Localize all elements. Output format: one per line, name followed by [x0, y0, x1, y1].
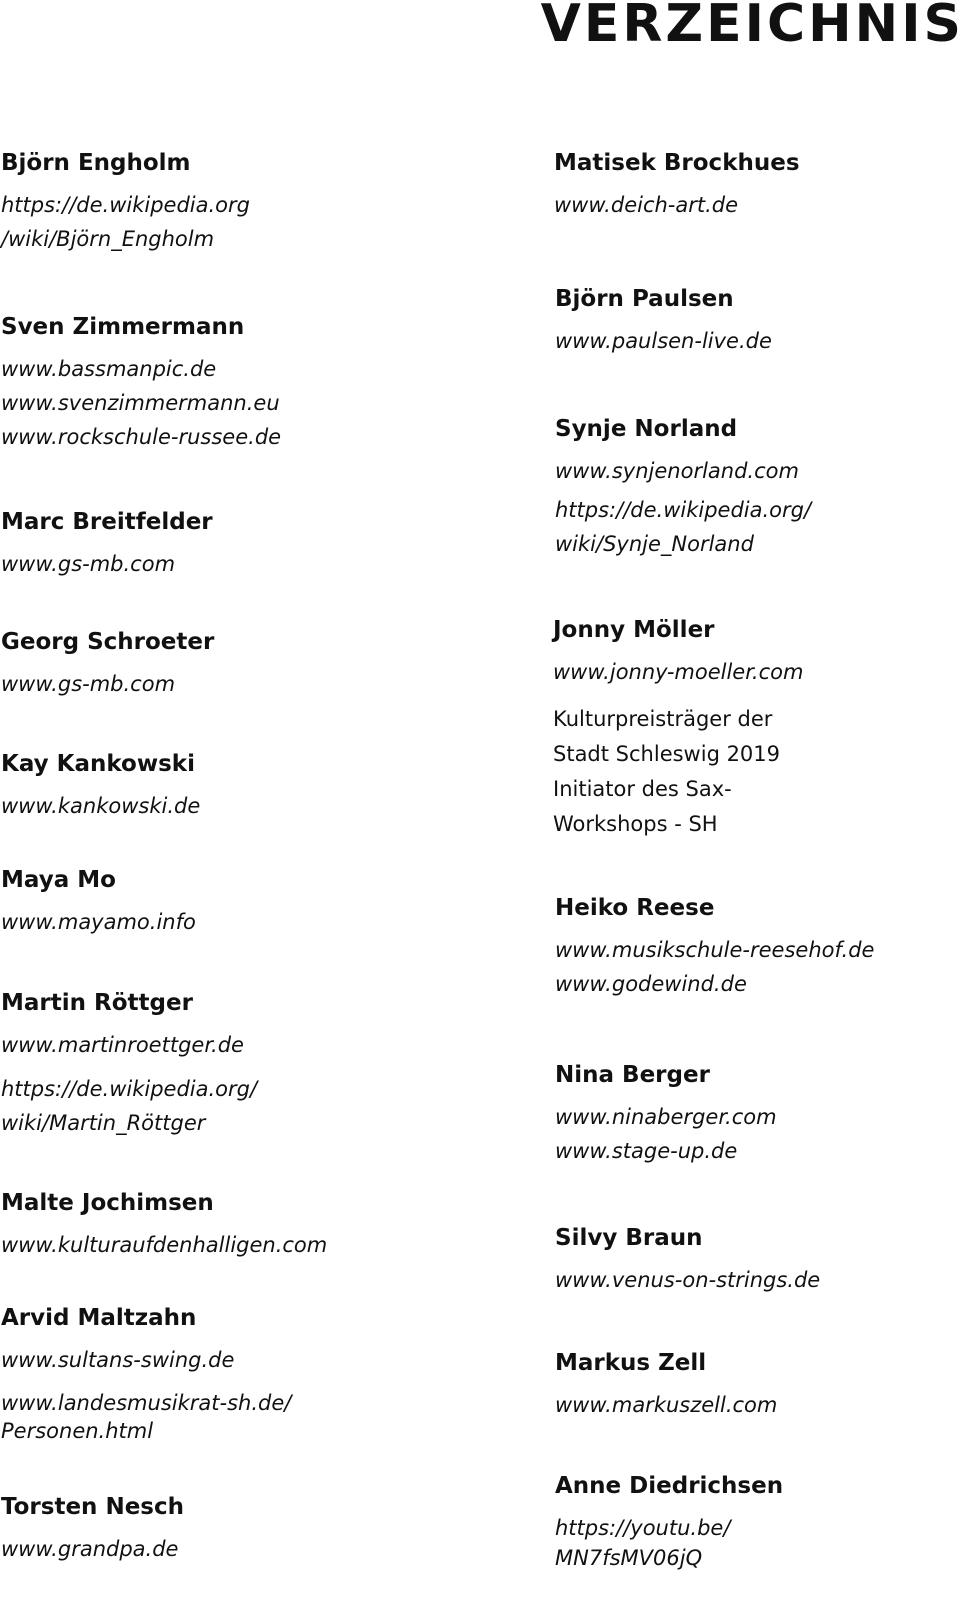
note-line: Kulturpreisträger der	[553, 707, 773, 731]
web-link[interactable]: https://youtu.be/	[555, 1516, 731, 1540]
person-name: Björn Paulsen	[555, 286, 734, 312]
web-link[interactable]: www.sultans-swing.de	[1, 1348, 235, 1372]
note-line: Stadt Schleswig 2019	[553, 742, 781, 766]
web-link[interactable]: www.markuszell.com	[555, 1393, 778, 1417]
entry-nina-berger	[555, 1064, 777, 1168]
web-link[interactable]: www.grandpa.de	[1, 1537, 179, 1561]
web-link[interactable]: www.synjenorland.com	[555, 459, 799, 483]
entry-malte-jochimsen	[1, 1192, 327, 1262]
person-name: Maya Mo	[1, 867, 116, 893]
web-link[interactable]: wiki/Martin_Röttger	[1, 1111, 206, 1135]
entry-bjoern-engholm	[1, 152, 250, 256]
entry-bjoern-paulsen	[555, 288, 772, 358]
entry-marc-breitfelder	[1, 511, 213, 581]
web-link[interactable]: www.mayamo.info	[1, 910, 196, 934]
web-link[interactable]: www.venus-on-strings.de	[555, 1268, 821, 1292]
entry-jonny-moeller	[553, 619, 803, 842]
entry-matisek-brockhues	[554, 152, 800, 222]
person-name: Georg Schroeter	[1, 629, 215, 655]
web-link[interactable]: www.ninaberger.com	[555, 1105, 777, 1129]
entry-martin-roettger	[1, 992, 257, 1140]
web-link[interactable]: Personen.html	[1, 1419, 154, 1443]
web-link[interactable]: www.bassmanpic.de	[1, 357, 217, 381]
web-link[interactable]: www.paulsen-live.de	[555, 329, 772, 353]
entry-heiko-reese	[555, 897, 874, 1001]
web-link[interactable]: www.musikschule-reesehof.de	[555, 938, 875, 962]
web-link[interactable]: www.svenzimmermann.eu	[1, 391, 280, 415]
person-name: Sven Zimmermann	[1, 314, 245, 340]
web-link[interactable]: www.stage-up.de	[555, 1139, 738, 1163]
web-link[interactable]: www.jonny-moeller.com	[553, 660, 804, 684]
web-link[interactable]: www.gs-mb.com	[1, 672, 176, 696]
entry-silvy-braun	[555, 1227, 820, 1297]
person-name: Matisek Brockhues	[554, 150, 800, 176]
person-name: Synje Norland	[555, 416, 738, 442]
entry-synje-norland	[555, 418, 811, 561]
entry-georg-schroeter	[1, 631, 214, 701]
web-link[interactable]: www.martinroettger.de	[1, 1033, 244, 1057]
web-link[interactable]: /wiki/Björn_Engholm	[1, 227, 215, 251]
web-link[interactable]: www.deich-art.de	[554, 193, 739, 217]
entry-torsten-nesch	[1, 1496, 184, 1566]
entry-sven-zimmermann	[1, 316, 281, 454]
note-line: Initiator des Sax-	[553, 777, 732, 801]
web-link[interactable]: www.gs-mb.com	[1, 552, 176, 576]
page-title: VERZEICHNIS	[540, 0, 964, 54]
person-name: Martin Röttger	[1, 990, 193, 1016]
person-name: Nina Berger	[555, 1062, 710, 1088]
person-name: Torsten Nesch	[1, 1494, 184, 1520]
web-link[interactable]: https://de.wikipedia.org/	[1, 1077, 258, 1101]
person-name: Silvy Braun	[555, 1225, 703, 1251]
person-name: Kay Kankowski	[1, 751, 195, 777]
web-link[interactable]: https://de.wikipedia.org/	[555, 498, 812, 522]
person-name: Malte Jochimsen	[1, 1190, 214, 1216]
entry-arvid-maltzahn	[1, 1307, 291, 1448]
entry-anne-diedrichsen	[555, 1475, 783, 1575]
person-name: Arvid Maltzahn	[1, 1305, 197, 1331]
person-name: Björn Engholm	[1, 150, 191, 176]
person-name: Markus Zell	[555, 1350, 707, 1376]
web-link[interactable]: www.kulturaufdenhalligen.com	[1, 1233, 328, 1257]
web-link[interactable]: www.rockschule-russee.de	[1, 425, 282, 449]
person-name: Heiko Reese	[555, 895, 715, 921]
entry-markus-zell	[555, 1352, 777, 1422]
web-link[interactable]: MN7fsMV06jQ	[555, 1546, 703, 1570]
web-link[interactable]: www.landesmusikrat-sh.de/	[1, 1391, 292, 1415]
web-link[interactable]: www.kankowski.de	[1, 794, 201, 818]
person-name: Anne Diedrichsen	[555, 1473, 784, 1499]
web-link[interactable]: www.godewind.de	[555, 972, 747, 996]
person-name: Jonny Möller	[553, 617, 715, 643]
note-line: Workshops - SH	[553, 812, 718, 836]
entry-maya-mo	[1, 869, 196, 939]
web-link[interactable]: https://de.wikipedia.org	[1, 193, 250, 217]
person-name: Marc Breitfelder	[1, 509, 213, 535]
web-link[interactable]: wiki/Synje_Norland	[555, 532, 754, 556]
entry-kay-kankowski	[1, 753, 200, 823]
